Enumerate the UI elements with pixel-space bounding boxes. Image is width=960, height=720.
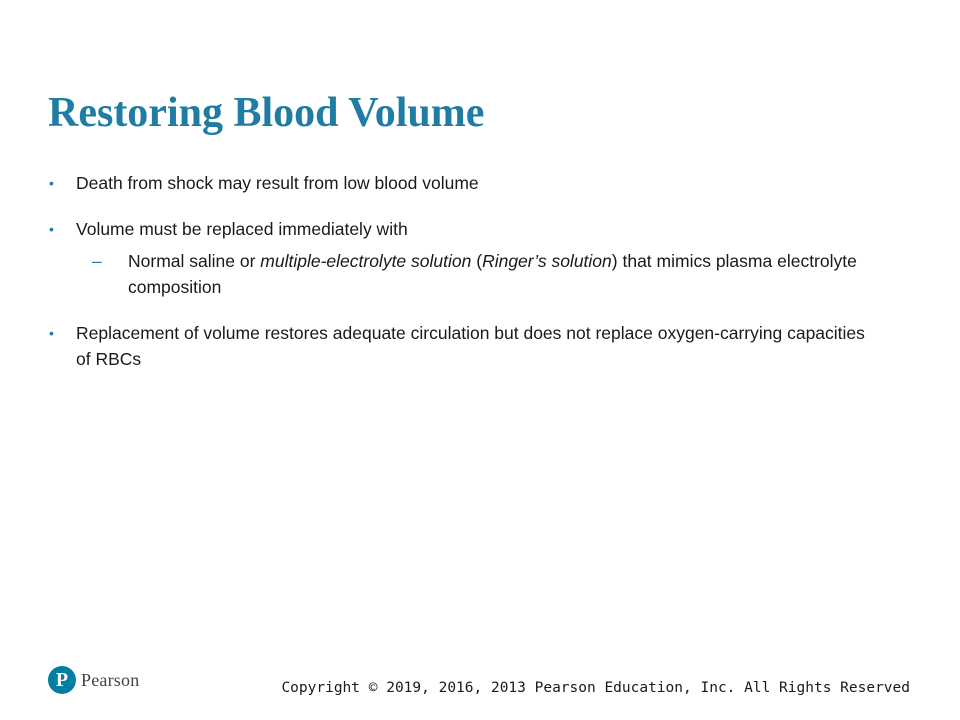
bullet-marker: • [49, 175, 54, 191]
bullet-marker: • [49, 325, 54, 341]
bullet-item [48, 170, 878, 196]
bullet-item [48, 320, 878, 372]
pearson-logo-text: Pearson [81, 669, 140, 690]
sub-bullet-text-part: ) that mimics plasma electrolyte composition [128, 251, 857, 297]
sub-bullet-italic-term: Ringer’s solution [482, 251, 612, 271]
slide-title: Restoring Blood Volume [48, 90, 485, 136]
bullet-marker: • [49, 221, 54, 237]
bullet-item [48, 216, 878, 242]
bullet-text: Volume must be replaced immediately with [76, 219, 408, 239]
sub-bullet-text-part: ( [471, 251, 483, 271]
sub-bullet-italic-term: multiple-electrolyte solution [260, 251, 472, 271]
sub-bullet-text-part: Normal saline or [128, 251, 261, 271]
slide-content [48, 170, 878, 392]
copyright-notice: Copyright © 2019, 2016, 2013 Pearson Education, Inc. All Rights Reserved [281, 680, 910, 696]
pearson-logo-icon: P [48, 666, 76, 694]
sub-bullet-item [48, 248, 878, 300]
bullet-text: Replacement of volume restores adequate circulation but does not replace oxygen-carrying capacities of RBCs [76, 323, 865, 369]
sub-bullet-marker: – [92, 251, 102, 271]
bullet-text: Death from shock may result from low blood volume [76, 173, 479, 193]
pearson-logo [48, 666, 139, 694]
